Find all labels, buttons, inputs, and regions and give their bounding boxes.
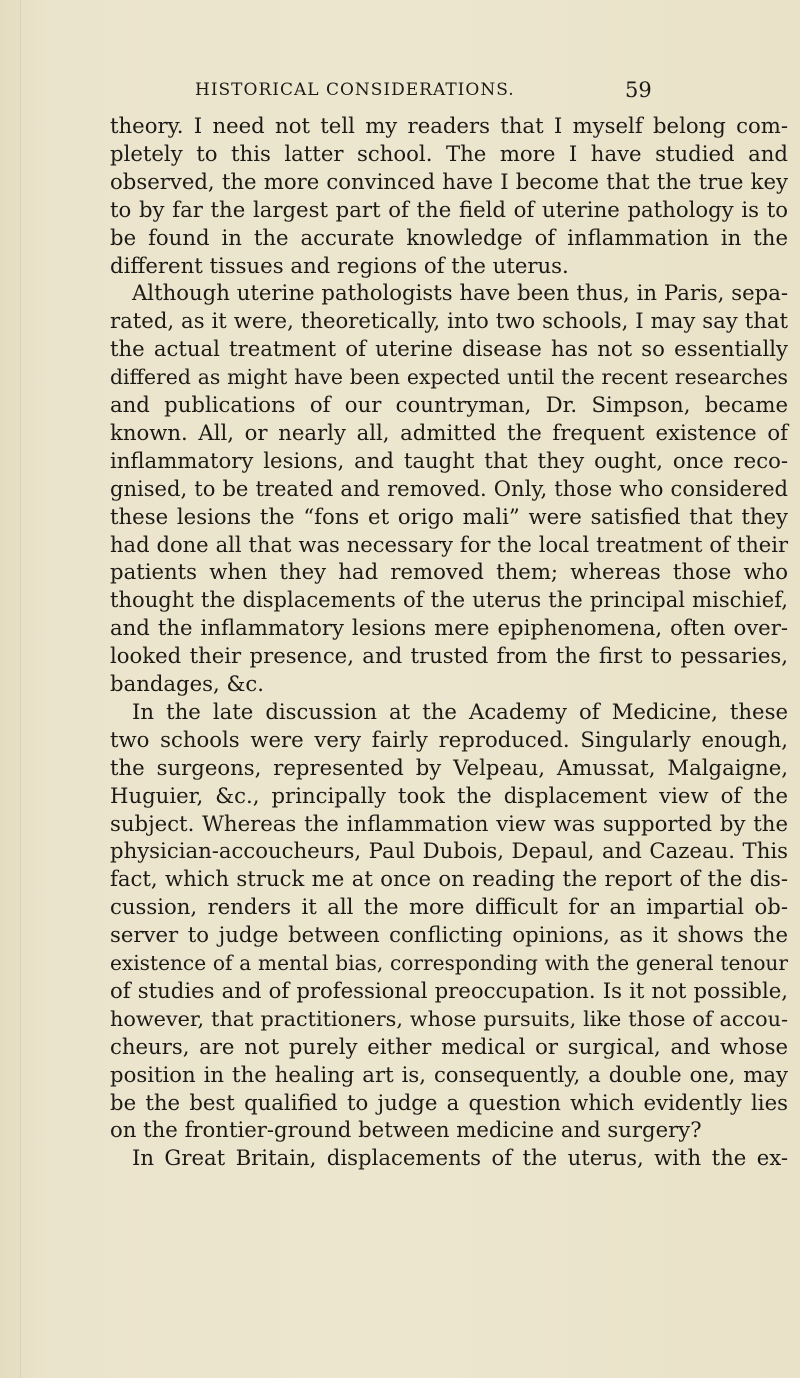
- text-line: the surgeons, represented by Velpeau, Amussat, Malgaigne,: [110, 754, 788, 780]
- text-line: on the frontier-ground between medicine and surgery?: [110, 1117, 702, 1143]
- text-line: gnised, to be treated and removed. Only, those who considered: [110, 475, 788, 501]
- text-line: however, that practitioners, whose pursuits, like those of accou-: [110, 1006, 788, 1031]
- text-line: In the late discussion at the Academy of Medicine, these: [132, 698, 788, 724]
- text-line: the actual treatment of uterine disease has not so essentially: [110, 336, 788, 362]
- text-line: physician-accoucheurs, Paul Dubois, Depaul, and Cazeau. This: [110, 838, 788, 864]
- text-line: these lesions the “fons et origo mali” were satisfied that they: [110, 503, 788, 529]
- text-line: looked their presence, and trusted from the first to pessaries,: [110, 643, 788, 669]
- text-line: cussion, renders it all the more difficult for an impartial ob-: [110, 894, 788, 920]
- text-line: Although uterine pathologists have been thus, in Paris, sepa-: [132, 280, 788, 306]
- text-line: Huguier, &c., principally took the displacement view of the: [110, 782, 788, 808]
- text-line: of studies and of professional preoccupation. Is it not possible,: [110, 977, 788, 1003]
- page-number: 59: [625, 78, 652, 102]
- text-line: theory. I need not tell my readers that I myself belong com-: [110, 113, 788, 138]
- text-line: rated, as it were, theoretically, into two schools, I may say that: [110, 308, 788, 334]
- text-line: and publications of our countryman, Dr. Simpson, became: [110, 392, 788, 417]
- text-line: to by far the largest part of the field of uterine pathology is to: [110, 196, 788, 222]
- text-line: bandages, &c.: [110, 671, 264, 696]
- text-line: existence of a mental bias, corresponding with the general tenour: [110, 951, 788, 975]
- text-line: different tissues and regions of the uterus.: [110, 252, 569, 278]
- text-line: cheurs, are not purely either medical or surgical, and whose: [110, 1033, 788, 1059]
- text-line: be found in the accurate knowledge of inflammation in the: [110, 224, 788, 250]
- text-line: position in the healing art is, consequently, a double one, may: [110, 1061, 788, 1087]
- text-line: thought the displacements of the uterus the principal mischief,: [110, 587, 788, 613]
- text-line: fact, which struck me at once on reading the report of the dis-: [110, 866, 788, 892]
- text-line: had done all that was necessary for the local treatment of their: [110, 531, 788, 557]
- text-line: two schools were very fairly reproduced. Singularly enough,: [110, 726, 788, 752]
- text-line: server to judge between conflicting opinions, as it shows the: [110, 922, 788, 948]
- text-line: patients when they had removed them; whereas those who: [110, 559, 788, 585]
- text-line: pletely to this latter school. The more I have studied and: [110, 140, 788, 166]
- text-line: and the inflammatory lesions mere epiphenomena, often over-: [110, 615, 788, 641]
- text-line: be the best qualified to judge a question which evidently lies: [110, 1089, 788, 1115]
- running-title: HISTORICAL CONSIDERATIONS.: [195, 80, 515, 100]
- text-line: differed as might have been expected until the recent researches: [110, 365, 788, 390]
- text-line: known. All, or nearly all, admitted the frequent existence of: [110, 419, 788, 445]
- text-line: observed, the more convinced have I become that the true key: [110, 168, 788, 194]
- page-gutter-shadow: [20, 0, 21, 1378]
- text-line: In Great Britain, displacements of the uterus, with the ex-: [132, 1145, 788, 1171]
- text-line: subject. Whereas the inflammation view was supported by the: [110, 810, 788, 836]
- text-line: inflammatory lesions, and taught that they ought, once reco-: [110, 447, 788, 473]
